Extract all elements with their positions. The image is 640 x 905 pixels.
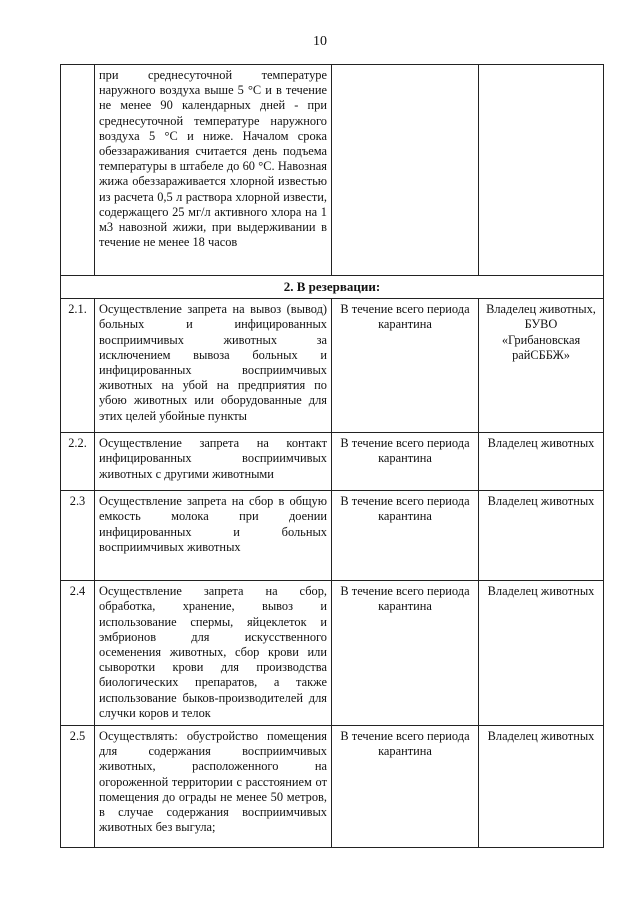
measure-text-cell: Осуществление запрета на контакт инфицированных восприимчивых животных с другими животными: [95, 433, 332, 491]
table-row: [61, 581, 604, 726]
responsible-line: Владелец животных: [487, 729, 595, 744]
responsible-cell: [479, 299, 604, 433]
responsible-line: БУВО: [524, 317, 558, 332]
period-cell: В течение всего периода карантина: [332, 433, 479, 491]
row-number-cell: 2.5: [61, 726, 95, 848]
responsible-line: Владелец животных: [487, 584, 595, 599]
responsible-line: «Грибановская: [501, 332, 581, 347]
measures-table: [60, 64, 604, 848]
page-number: 10: [313, 34, 327, 49]
responsible-line: Владелец животных: [487, 494, 595, 509]
period-cell: В течение всего периода карантина: [332, 491, 479, 581]
table-row: [61, 491, 604, 581]
table-row: [61, 726, 604, 848]
period-cell: В течение всего периода карантина: [332, 581, 479, 726]
row-number-cell: [61, 65, 95, 276]
measure-text-cell: Осуществление запрета на сбор, обработка, хранение, вывоз и использование спермы, яйцеклеток и эмбрионов для искусственного осеменения животных, сбор крови или сыворотки крови для производства биологических препаратов, а также использование быков-производителей для случки коров и телок: [95, 581, 332, 726]
table-row: [61, 299, 604, 433]
period-cell: [332, 65, 479, 276]
responsible-cell: [479, 65, 604, 276]
measure-text-cell: Осуществлять: обустройство помещения для содержания восприимчивых животных, расположенного на огороженной территории с расстоянием от помещения до ограды не менее 50 метров, в случае содержания восприимчивых животных без выгула;: [95, 726, 332, 848]
table-row: [61, 433, 604, 491]
responsible-line: Владелец животных,: [486, 302, 596, 317]
row-number-cell: 2.3: [61, 491, 95, 581]
responsible-line: райСББЖ»: [512, 347, 570, 362]
section-heading: 2. В резервации:: [61, 276, 604, 299]
responsible-cell: [479, 726, 604, 848]
responsible-line: Владелец животных: [487, 436, 595, 451]
table-row-section: [61, 276, 604, 299]
period-cell: В течение всего периода карантина: [332, 726, 479, 848]
period-cell: В течение всего периода карантина: [332, 299, 479, 433]
responsible-cell: [479, 433, 604, 491]
row-number-cell: 2.4: [61, 581, 95, 726]
row-number-cell: 2.2.: [61, 433, 95, 491]
table-row-continuation: [61, 65, 604, 276]
measure-text-cell: Осуществление запрета на вывоз (вывод) больных и инфицированных восприимчивых животных за исключением вывоза больных и инфицированных восприимчивых животных на убой на предприятия по убою животных или оборудованные для этих целей убойные пункты: [95, 299, 332, 433]
measure-text-cell: при среднесуточной температуре наружного воздуха выше 5 °С и в течение не менее 90 календарных дней - при среднесуточной температуре наружного воздуха 5 °С и ниже. Началом срока обеззараживания считается день подъема температуры в штабеле до 60 °С. Навозная жижа обеззараживается хлорной известью из расчета 0,5 л раствора хлорной извести, содержащего 25 мг/л активного хлора на 1 м3 навозной жижи, при выдерживании в течение не менее 18 часов: [95, 65, 332, 276]
row-number-cell: 2.1.: [61, 299, 95, 433]
responsible-cell: [479, 491, 604, 581]
measure-text-cell: Осуществление запрета на сбор в общую емкость молока при доении инфицированных и больных восприимчивых животных: [95, 491, 332, 581]
responsible-cell: [479, 581, 604, 726]
